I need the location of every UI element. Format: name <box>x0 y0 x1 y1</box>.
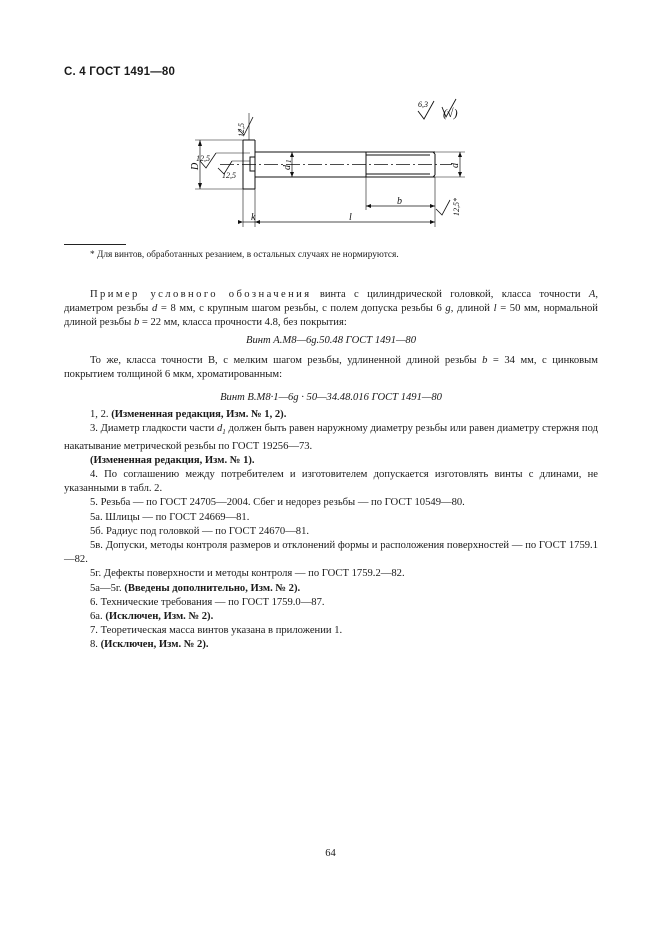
dimension-d1-label: d <box>282 165 293 170</box>
slot-roughness-label-1: 12,5 <box>196 154 210 163</box>
slot-roughness-label-2: 12,5 <box>222 171 236 180</box>
example-paragraph: Пример условного обозначения винта с цилиндрической головкой, класса точности А, диаметром резьбы d = 8 мм, с крупным шагом резьбы, с полем допуска резьбы 6 g, длиной l = 50 мм, нормальной длиной резьбы b = 22 мм, класса прочности 4.8, без покрытия: <box>64 289 598 329</box>
dimension-k-label: k <box>251 212 256 223</box>
item-1-2: 1, 2. (Измененная редакция, Изм. № 1, 2). <box>90 409 287 420</box>
designation-2: Винт В.М8·1—6g · 50—34.48.016 ГОСТ 1491—80 <box>220 392 442 403</box>
item-5g: 5г. Дефекты поверхности и методы контроля — по ГОСТ 1759.2—82. <box>90 568 405 580</box>
item-5v: 5в. Допуски, методы контроля размеров и отклонений формы и расположения поверхностей — по ГОСТ 1759.1—82. <box>64 539 598 566</box>
item-8: 8. (Исключен, Изм. № 2). <box>90 639 209 651</box>
example-paragraph-2-block <box>64 354 598 382</box>
item-3: 3. Диаметр гладкости части $d_1$ должен быть равен наружному диаметру резьбы или равен диаметру стержня под накатывание метрической резьбы по ГОСТ 19256—73. <box>64 423 598 452</box>
roughness-check-label: (√) <box>443 106 458 120</box>
item-6: 6. Технические требования — по ГОСТ 1759.0—87. <box>90 596 325 608</box>
designation-1: Винт А.М8—6g.50.48 ГОСТ 1491—80 <box>245 335 417 346</box>
page-header: С. 4 ГОСТ 1491—80 <box>64 66 176 78</box>
item-6a: 6а. (Исключен, Изм. № 2). <box>90 610 214 622</box>
dimension-d-label: d <box>450 163 461 168</box>
dimension-d1-subscript: 1 <box>285 159 293 163</box>
footnote-rule <box>64 244 126 245</box>
item-4: 4. По соглашению между потребителем и изготовителем допускается изготовлять винты с длинами, не указанными в табл. 2. <box>64 468 598 495</box>
head-roughness-label: 12,5 <box>237 123 246 137</box>
page-number: 64 <box>325 848 336 859</box>
example-paragraph-2: То же, класса точности В, с мелким шагом резьбы, удлиненной длиной резьбы b = 34 мм, с цинковым покрытием толщиной 6 мкм, хроматированным: <box>64 355 598 381</box>
item-5a-5g-amendment: 5а—5г. (Введены дополнительно, Изм. № 2). <box>90 582 301 594</box>
dimension-D-label: D <box>190 162 201 170</box>
item-5b: 5б. Радиус под головкой — по ГОСТ 24670—81. <box>90 525 310 537</box>
item-5a: 5а. Шлицы — по ГОСТ 24669—81. <box>90 511 250 523</box>
footnote: * Для винтов, обработанных резанием, в остальных случаях не нормируются. <box>90 250 399 260</box>
dimension-l-label: l <box>349 212 352 223</box>
item-5: 5. Резьба — по ГОСТ 24705—2004. Сбег и недорез резьбы — по ГОСТ 10549—80. <box>90 497 465 509</box>
item-7: 7. Теоретическая масса винтов указана в приложении 1. <box>90 625 343 637</box>
items-block <box>64 408 598 653</box>
item-3-amendment: (Измененная редакция, Изм. № 1). <box>90 454 255 466</box>
dimension-b-label: b <box>397 196 402 207</box>
chamfer-roughness-label: 12,5* <box>452 198 461 216</box>
roughness-general-label: 6,3 <box>418 100 428 109</box>
screw-drawing <box>160 95 490 230</box>
example-block <box>64 288 598 331</box>
